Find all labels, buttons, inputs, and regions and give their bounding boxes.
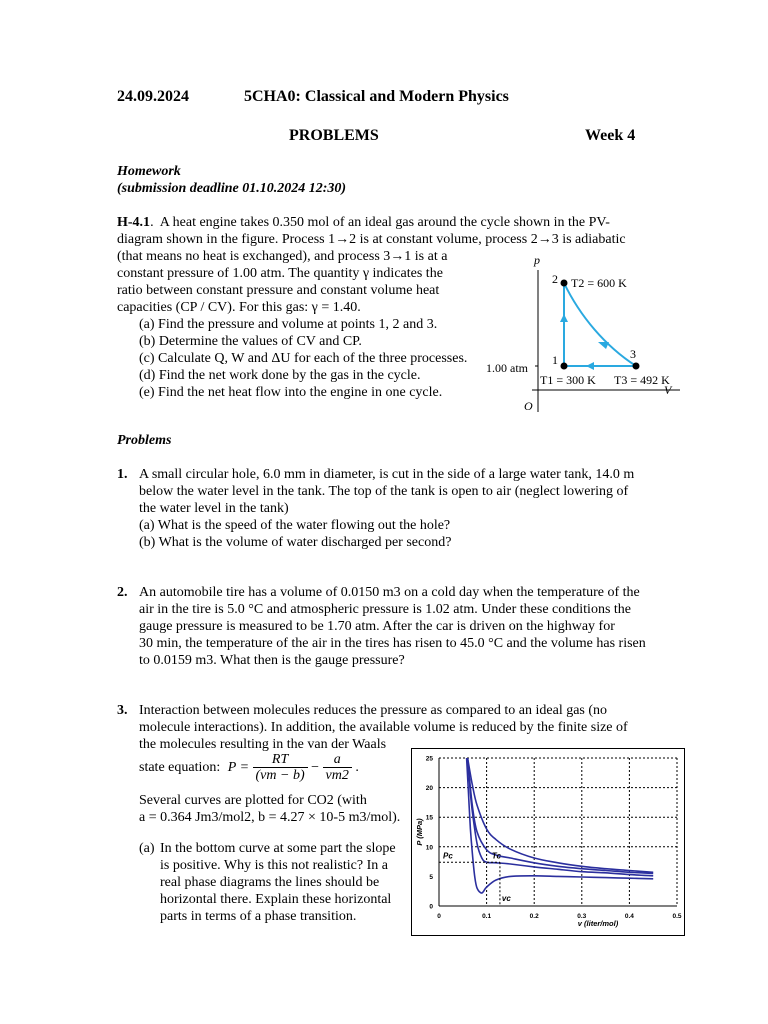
eq-den-2: vm2 [325, 768, 349, 783]
y-tick-label: 5 [429, 873, 433, 881]
header-date: 24.09.2024 [117, 88, 189, 105]
p2-line: air in the tire is 5.0 °C and atmospheric pressure is 1.02 atm. Under these conditions the [139, 602, 631, 617]
pv-pt1-label: 1 [552, 353, 558, 367]
pv-pt3-label: 3 [630, 347, 636, 361]
chart-frame [412, 749, 685, 936]
h41-item-c: (c) Calculate Q, W and ΔU for each of the three processes. [139, 351, 468, 366]
pv-p-label: p [534, 253, 540, 267]
x-tick-label: 0.3 [577, 913, 587, 920]
vdw-equation [139, 752, 359, 792]
eq-den-1: (vm − b) [255, 768, 305, 783]
p1-line: below the water level in the tank. The top of the tank is open to air (neglect lowering of [139, 484, 629, 499]
pv-arrow-31 [586, 362, 594, 370]
eq-end: . [355, 760, 359, 775]
header-week: Week 4 [585, 127, 636, 144]
p3-line: molecule interactions). In addition, the available volume is reduced by the finite size of [139, 720, 628, 735]
eq-num-1: RT [253, 752, 308, 768]
h41-label: H-4.1 [117, 215, 151, 230]
pv-point-2 [561, 280, 568, 287]
p3-a-line: is positive. Why is this not realistic? In a [160, 858, 388, 873]
pv-t3-label: T3 = 492 K [614, 373, 670, 387]
h41-line5: ratio between constant pressure and constant volume heat [117, 283, 440, 298]
homework-deadline: (submission deadline 01.10.2024 12:30) [117, 181, 347, 196]
tc-label: Tc [491, 851, 501, 861]
p3-line: Interaction between molecules reduces the pressure as compared to an ideal gas (no [139, 703, 608, 718]
pv-diagram [480, 250, 690, 420]
header-title: PROBLEMS [289, 127, 379, 144]
p2-num: 2. [117, 585, 128, 600]
pv-pt2-label: 2 [552, 272, 558, 286]
h41-line6: capacities (CP / CV). For this gas: γ = 1.40. [117, 300, 361, 315]
curves-line-1: Several curves are plotted for CO2 (with [139, 793, 367, 808]
p3-a-line: parts in terms of a phase transition. [160, 909, 357, 924]
p2-line: 30 min, the temperature of the air in the tires has risen to 45.0 °C and the volume has risen [139, 636, 646, 651]
eq-frac-2 [323, 752, 352, 783]
vc-label: vc [501, 894, 511, 903]
h41-text: H-4.1. A heat engine takes 0.350 mol of an ideal gas around the cycle shown in the PV- diagram shown in the figure. Process 1→2 is at constant volume, process 2→3 is adiabatic (that means no heat is exchanged), and process 3→1 is at a constant pressure of 1.00 atm. The quantity γ indicates the ratio between constant pressure and constant volume heat capacities (CP / CV). For this gas: γ = 1.40. [117, 214, 647, 316]
y-axis-label: P (MPa) [415, 818, 424, 846]
p3-text [139, 702, 659, 753]
y-tick-label: 20 [425, 785, 433, 793]
p2-line: to 0.0159 m3. What then is the gauge pressure? [139, 653, 405, 668]
h41-line2: diagram shown in the figure. Process 1→2 is at constant volume, process 2→3 is adiabatic [117, 232, 626, 247]
p3-curves-text [139, 792, 409, 826]
y-tick-label: 0 [429, 903, 433, 911]
x-tick-label: 0.2 [529, 913, 539, 920]
pv-arrow-12 [560, 314, 568, 322]
x-axis-label: v (liter/mol) [577, 919, 619, 928]
y-tick-label: 10 [425, 844, 433, 852]
p2-line: gauge pressure is measured to be 1.70 atm. After the car is driven on the highway for [139, 619, 615, 634]
eq-num-2: a [323, 752, 352, 768]
p3-a-line: real phase diagrams the lines should be [160, 875, 380, 890]
p3-num: 3. [117, 703, 128, 718]
state-eq-label: state equation: [139, 760, 221, 775]
p1-line: the water level in the tank) [139, 501, 289, 516]
homework-heading: Homework [117, 164, 181, 179]
p1-line: (b) What is the volume of water discharged per second? [139, 535, 452, 550]
p3-line: the molecules resulting in the van der Waals [139, 737, 387, 752]
h41-item-d: (d) Find the net work done by the gas in the cycle. [139, 368, 421, 383]
y-tick-label: 25 [425, 755, 433, 763]
h41-item-e: (e) Find the net heat flow into the engine in one cycle. [139, 385, 443, 400]
x-tick-label: 0.4 [624, 913, 634, 920]
p3-a-line: In the bottom curve at some part the slope [160, 841, 396, 856]
p2-line: An automobile tire has a volume of 0.0150 m3 on a cold day when the temperature of the [139, 585, 640, 600]
p1-num: 1. [117, 467, 128, 482]
h41-line1: A heat engine takes 0.350 mol of an ideal gas around the cycle shown in the PV- [159, 215, 610, 230]
p2-text [139, 584, 659, 669]
x-tick-label: 0 [437, 913, 441, 920]
h41-item-a: (a) Find the pressure and volume at points 1, 2 and 3. [139, 317, 438, 332]
x-tick-label: 0.1 [482, 913, 492, 920]
curves-line-2: a = 0.364 Jm3/mol2, b = 4.27 × 10-5 m3/mol). [139, 810, 401, 825]
eq-p: P = [227, 760, 250, 775]
p1-line: (a) What is the speed of the water flowing out the hole? [139, 518, 451, 533]
y-tick-label: 15 [425, 814, 433, 822]
pv-process-23 [564, 283, 636, 366]
p3-a-text [160, 840, 410, 925]
vdw-chart [411, 748, 685, 936]
pv-t1-label: T1 = 300 K [540, 373, 596, 387]
pv-o-label: O [524, 399, 533, 413]
eq-minus: − [311, 760, 320, 775]
x-tick-label: 0.5 [672, 913, 682, 920]
pv-arrow-23 [598, 342, 609, 349]
h41-line4: constant pressure of 1.00 atm. The quantity γ indicates the [117, 266, 443, 281]
pv-t2-label: T2 = 600 K [571, 276, 627, 290]
pv-atm-label: 1.00 atm [486, 361, 528, 375]
p3-a-line: horizontal there. Explain these horizontal [160, 892, 392, 907]
h41-line3: (that means no heat is exchanged), and process 3→1 is at a [117, 249, 448, 264]
eq-frac-1 [253, 752, 308, 783]
p3-a-label: (a) [139, 841, 155, 856]
pc-label: Pc [443, 851, 453, 861]
problems-heading: Problems [117, 433, 172, 448]
pv-v-label: V [664, 383, 672, 397]
h41-item-b: (b) Determine the values of CV and CP. [139, 334, 362, 349]
header-course: 5CHA0: Classical and Modern Physics [244, 88, 509, 105]
p1-line: A small circular hole, 6.0 mm in diameter, is cut in the side of a large water tank, 14.0 m [139, 467, 635, 482]
pv-point-3 [633, 363, 640, 370]
p1-text [139, 466, 659, 551]
pv-point-1 [561, 363, 568, 370]
